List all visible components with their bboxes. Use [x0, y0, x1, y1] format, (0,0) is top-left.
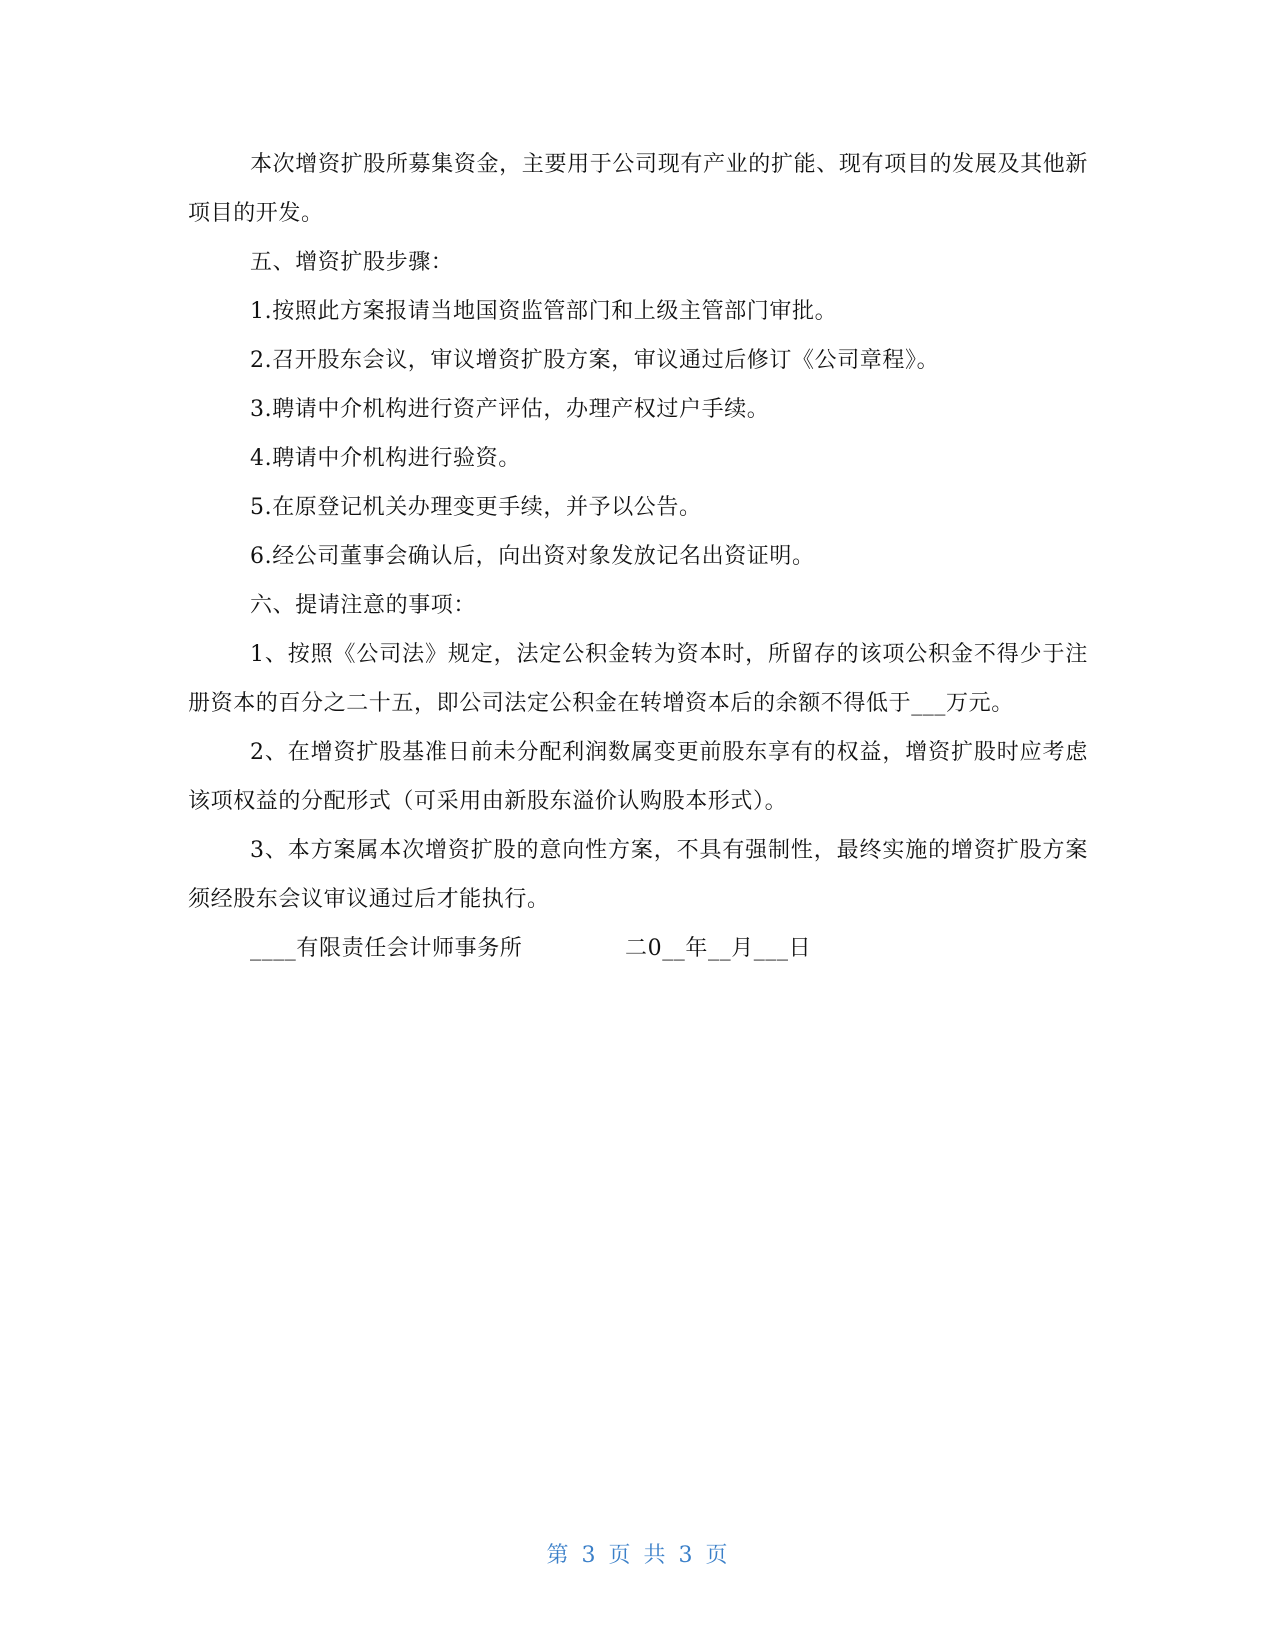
step-4: 4.聘请中介机构进行验资。	[250, 446, 521, 471]
footer-text-ye: 页	[608, 1543, 632, 1568]
footer-current-page: 3	[581, 1543, 597, 1568]
signature-date: 二0__年__月___日	[625, 936, 812, 961]
document-body	[188, 140, 1088, 973]
step-2: 2.召开股东会议，审议增资扩股方案，审议通过后修订《公司章程》。	[250, 348, 940, 373]
step-1: 1.按照此方案报请当地国资监管部门和上级主管部门审批。	[250, 299, 838, 324]
footer-text-di: 第	[546, 1543, 570, 1568]
section-heading-steps: 五、增资扩股步骤：	[250, 250, 454, 275]
note-3: 3、本方案属本次增资扩股的意向性方案，不具有强制性，最终实施的增资扩股方案须经股东会议审议通过后才能执行。	[188, 838, 1088, 912]
signature-line	[188, 924, 1088, 973]
note-2: 2、在增资扩股基准日前未分配利润数属变更前股东享有的权益，增资扩股时应考虑该项权益的分配形式（可采用由新股东溢价认购股本形式）。	[188, 740, 1088, 814]
paragraph-funds-usage: 本次增资扩股所募集资金，主要用于公司现有产业的扩能、现有项目的发展及其他新项目的开发。	[188, 152, 1088, 226]
step-6: 6.经公司董事会确认后，向出资对象发放记名出资证明。	[250, 544, 815, 569]
section-heading-notes: 六、提请注意的事项：	[250, 593, 477, 618]
footer-text-gong: 共	[643, 1543, 667, 1568]
step-5: 5.在原登记机关办理变更手续，并予以公告。	[250, 495, 702, 520]
footer-text-ye-2: 页	[705, 1543, 729, 1568]
signature-firm: ____有限责任会计师事务所	[250, 936, 523, 961]
step-3: 3.聘请中介机构进行资产评估，办理产权过户手续。	[250, 397, 770, 422]
note-1: 1、按照《公司法》规定，法定公积金转为资本时，所留存的该项公积金不得少于注册资本的百分之二十五，即公司法定公积金在转增资本后的余额不得低于___万元。	[188, 642, 1088, 716]
footer-total-pages: 3	[678, 1543, 694, 1568]
page-footer	[0, 1538, 1275, 1569]
